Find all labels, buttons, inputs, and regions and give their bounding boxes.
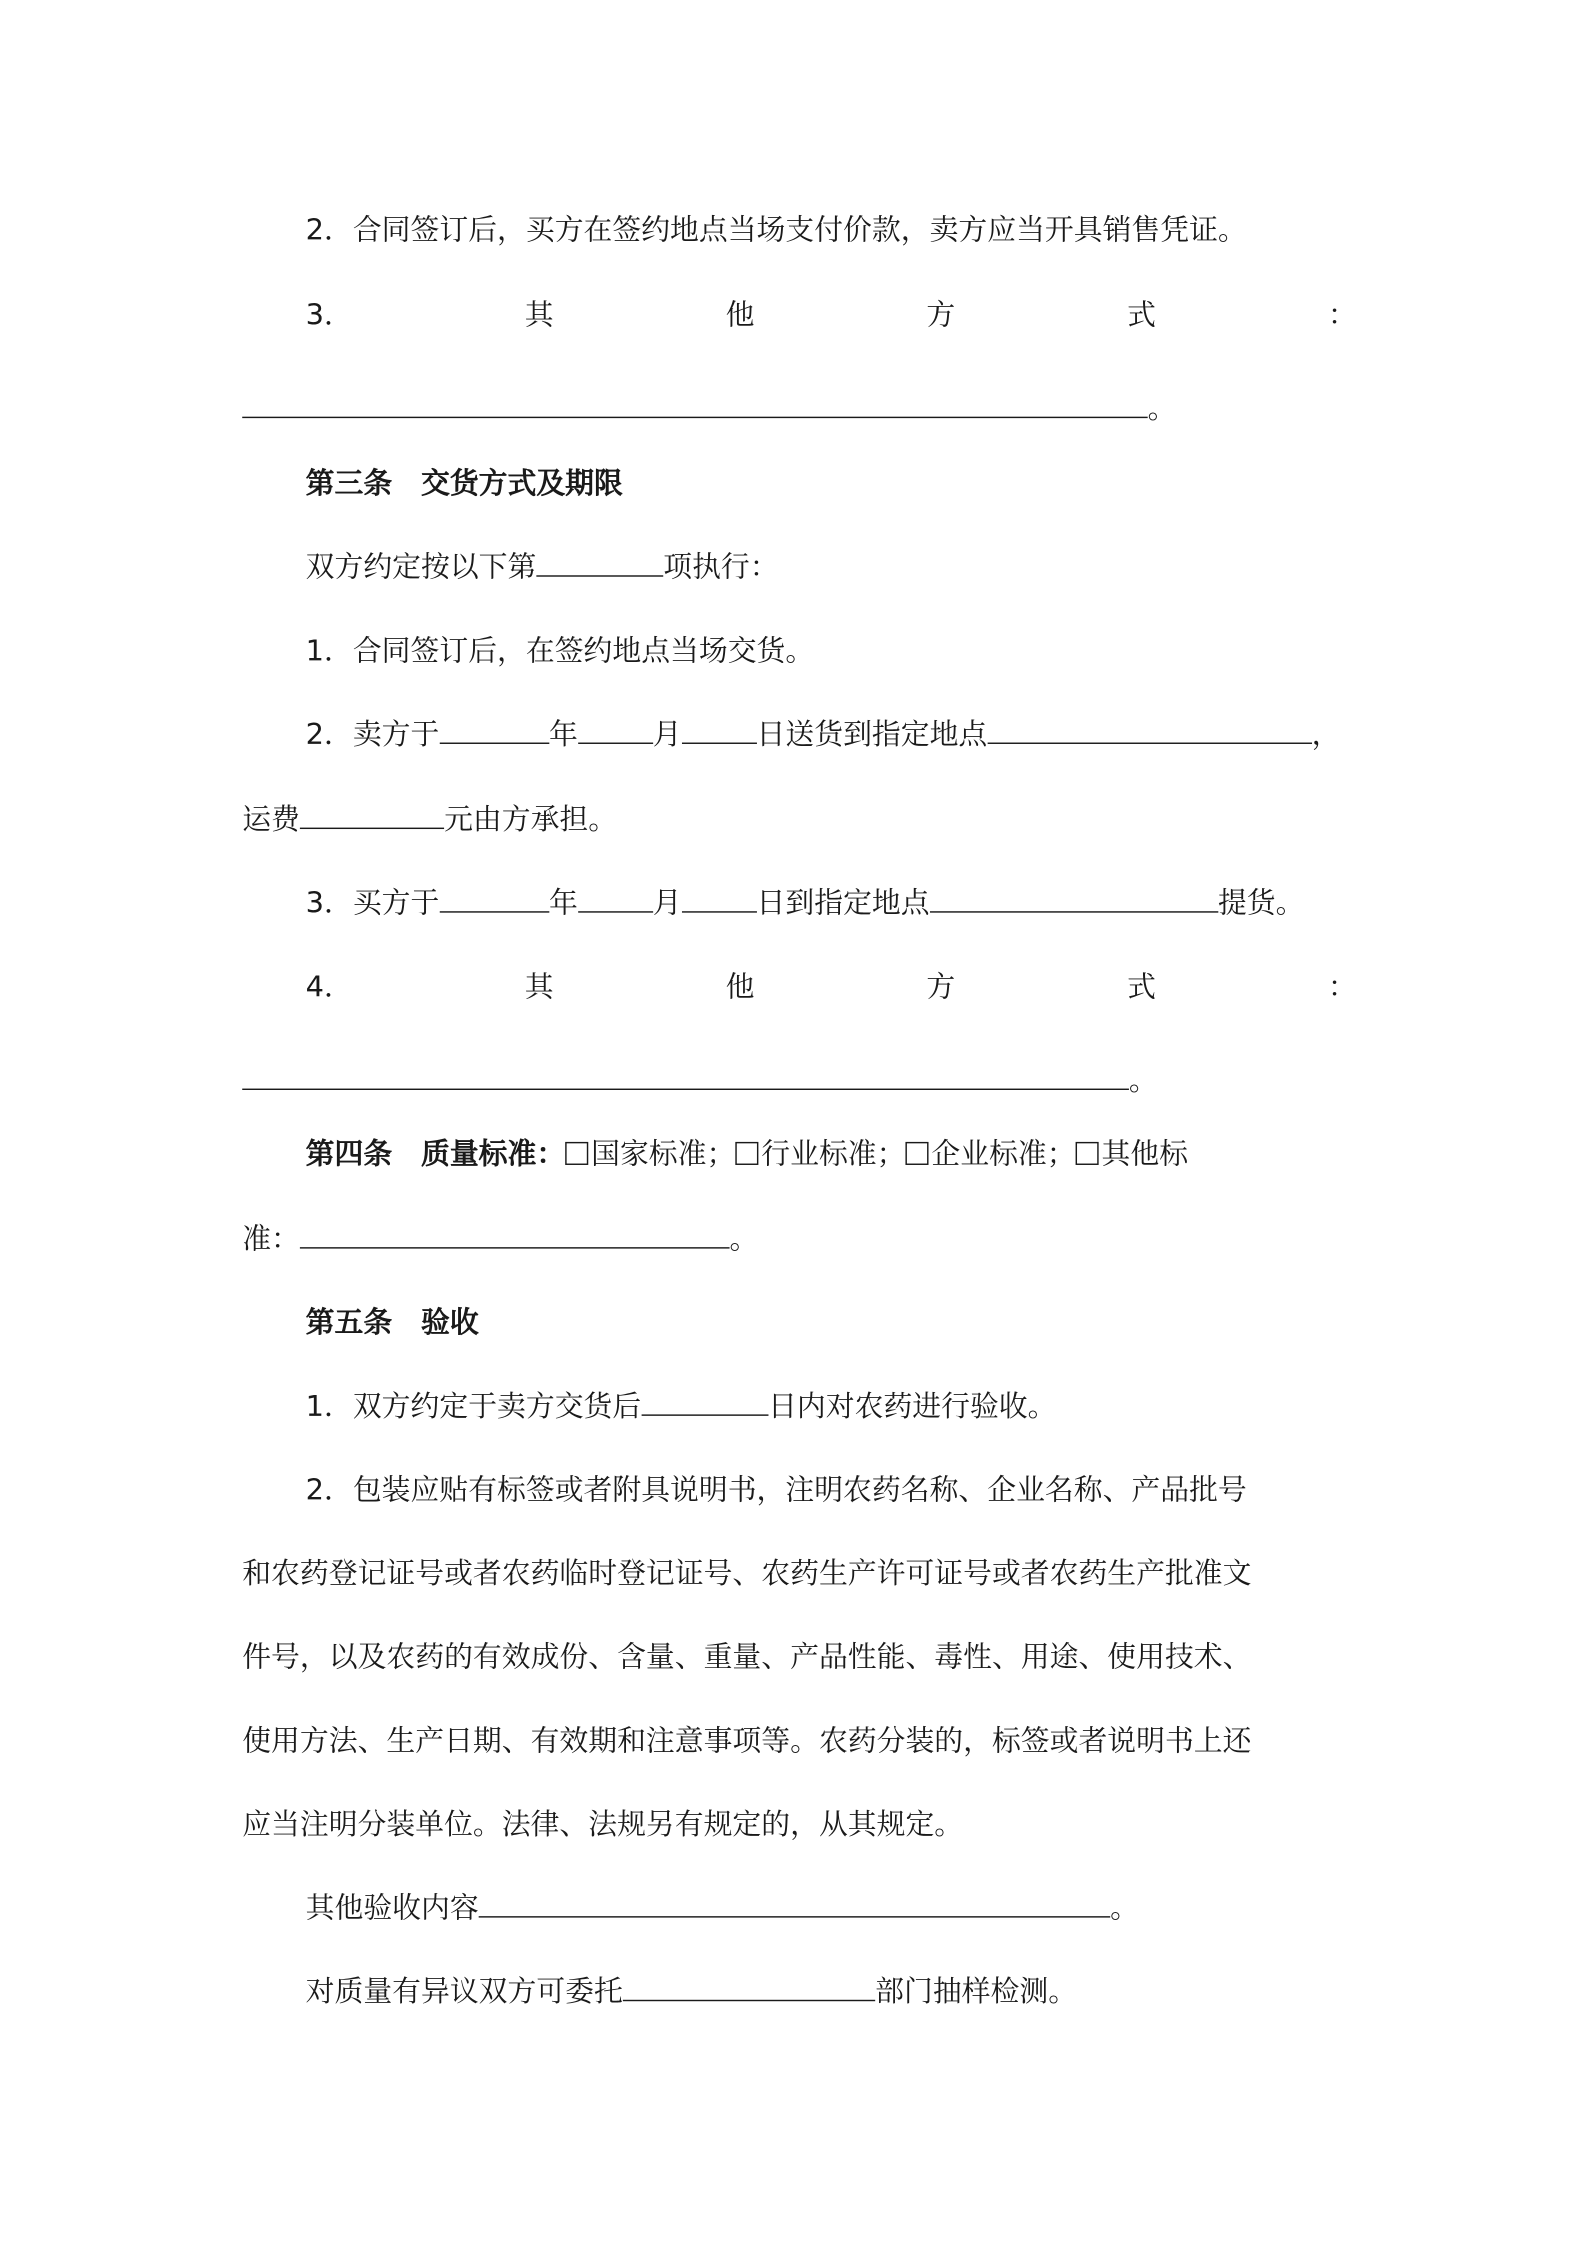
option-number-blank[interactable] (536, 548, 663, 577)
quality-dispute-b: 部门抽样检测。 (875, 1973, 1078, 2009)
national-standard-label: 国家标准； (591, 1136, 736, 1171)
inspection-item-2-text: 使用方法、生产日期、有效期和注意事项等。农药分装的，标签或者说明书上还 (242, 1722, 1252, 1758)
delivery-other-line (242, 1061, 1357, 1098)
other-inspection-end: 。 (1110, 1890, 1140, 1925)
industry-standard-checkbox[interactable] (735, 1142, 758, 1165)
payment-other-end: 。 (1147, 390, 1177, 426)
pickup-month-blank[interactable] (578, 884, 653, 913)
inspection-item-2-text: 和农药登记证号或者农药临时登记证号、农药生产许可证号或者农药生产批准文 (242, 1555, 1252, 1591)
other-standard-label: 其他标 (1101, 1136, 1189, 1171)
payment-option-3 (306, 296, 1357, 333)
article-3-intro (306, 548, 1357, 585)
inspection-days-blank[interactable] (641, 1387, 768, 1416)
enterprise-standard-label: 企业标准； (931, 1136, 1076, 1171)
article-4-end: 。 (729, 1221, 759, 1256)
payment-other-blank[interactable] (242, 389, 1147, 418)
payment-option-2-text: 2．合同签订后，买方在签约地点当场支付价款，卖方应当开具销售凭证。 (305, 211, 1247, 247)
payment-option-3-char: 其 (524, 297, 554, 332)
inspection-item-1 (306, 1387, 1357, 1424)
delivery-option-3-a: 3．买方于 (305, 885, 440, 920)
freight-amount-blank[interactable] (300, 800, 444, 829)
delivery-month-blank[interactable] (578, 715, 653, 744)
delivery-option-4-char: 其 (524, 968, 554, 1004)
delivery-option-3-d: 日到指定地点 (756, 885, 930, 920)
article-4-title: 质量标准： (421, 1136, 566, 1171)
freight-text: 元由方承担。 (444, 801, 618, 837)
freight-label: 运费 (242, 801, 300, 837)
inspection-item-1-a: 1．双方约定于卖方交货后 (305, 1388, 642, 1424)
delivery-option-1 (306, 632, 1357, 669)
payment-option-3-char: 方 (926, 297, 956, 332)
payment-option-3-char: 式 (1127, 297, 1156, 332)
delivery-option-4 (306, 967, 1357, 1004)
article-3-intro-a: 双方约定按以下第 (305, 549, 537, 584)
inspection-item-2-line-1 (306, 1471, 1357, 1508)
enterprise-standard-checkbox[interactable] (905, 1142, 928, 1165)
pickup-location-blank[interactable] (930, 884, 1218, 913)
article-4-line (306, 1135, 1357, 1172)
inspection-item-2-text: 应当注明分装单位。法律、法规另有规定的，从其规定。 (242, 1806, 964, 1842)
article-3-intro-b: 项执行： (663, 549, 779, 584)
other-standard-blank[interactable] (300, 1220, 730, 1249)
inspection-item-2-text: 件号，以及农药的有效成份、含量、重量、产品性能、毒性、用途、使用技术、 (242, 1639, 1252, 1674)
inspection-item-2-text: 2．包装应贴有标签或者附具说明书，注明农药名称、企业名称、产品批号 (305, 1472, 1247, 1507)
inspection-item-2-line-5 (242, 1805, 1357, 1842)
other-inspection-blank[interactable] (479, 1889, 1111, 1918)
delivery-year-blank[interactable] (439, 715, 549, 744)
delivery-option-4-char: 方 (926, 968, 956, 1004)
article-3-title: 交货方式及期限 (421, 465, 623, 501)
article-3-number: 第三条 (305, 465, 393, 501)
delivery-month-label: 月 (652, 716, 682, 752)
article-5-number: 第五条 (305, 1304, 393, 1340)
delivery-other-blank[interactable] (242, 1061, 1129, 1090)
delivery-option-2-e: ， (1311, 716, 1341, 752)
delivery-location-blank[interactable] (987, 715, 1311, 744)
delivery-option-2 (306, 715, 1357, 752)
inspection-item-1-b: 日内对农药进行验收。 (768, 1388, 1057, 1424)
article-5-heading (306, 1303, 1357, 1340)
payment-option-3-char: ： (1327, 297, 1357, 332)
inspection-item-2-line-4 (242, 1722, 1357, 1759)
payment-other-line (242, 389, 1357, 426)
article-4-cont-text: 准： (242, 1221, 300, 1256)
delivery-option-2-d: 日送货到指定地点 (756, 716, 988, 752)
payment-option-3-char: 他 (725, 297, 755, 332)
delivery-option-4-char: 他 (725, 968, 755, 1004)
inspection-item-2-line-3 (242, 1638, 1357, 1675)
delivery-option-4-num: 4． (305, 968, 353, 1004)
other-standard-checkbox[interactable] (1076, 1142, 1099, 1165)
payment-option-3-num: 3． (305, 297, 353, 332)
delivery-option-3 (306, 884, 1357, 921)
pickup-month-label: 月 (652, 885, 682, 920)
delivery-option-4-char: 式 (1127, 968, 1156, 1004)
payment-option-2 (306, 211, 1357, 248)
testing-department-blank[interactable] (623, 1972, 875, 2001)
industry-standard-label: 行业标准； (761, 1136, 906, 1171)
other-inspection-line (306, 1889, 1357, 1926)
quality-dispute-a: 对质量有异议双方可委托 (305, 1973, 623, 2009)
delivery-option-3-e: 提货。 (1217, 885, 1305, 920)
other-inspection-label: 其他验收内容 (305, 1890, 479, 1925)
delivery-year-label: 年 (548, 716, 578, 752)
article-5-title: 验收 (421, 1304, 479, 1340)
delivery-option-2-cont (242, 800, 1357, 837)
article-3-heading (306, 464, 1357, 501)
pickup-year-label: 年 (548, 885, 578, 920)
delivery-other-end: 。 (1128, 1062, 1158, 1098)
national-standard-checkbox[interactable] (565, 1142, 588, 1165)
pickup-day-blank[interactable] (682, 884, 757, 913)
delivery-day-blank[interactable] (682, 715, 757, 744)
pickup-year-blank[interactable] (439, 884, 549, 913)
delivery-option-4-char: ： (1327, 968, 1357, 1004)
article-4-number: 第四条 (305, 1136, 393, 1171)
article-4-cont (242, 1220, 1357, 1257)
quality-dispute-line (306, 1972, 1357, 2009)
inspection-item-2-line-2 (242, 1554, 1357, 1591)
delivery-option-2-a: 2．卖方于 (305, 716, 440, 752)
delivery-option-1-text: 1．合同签订后，在签约地点当场交货。 (305, 632, 815, 668)
